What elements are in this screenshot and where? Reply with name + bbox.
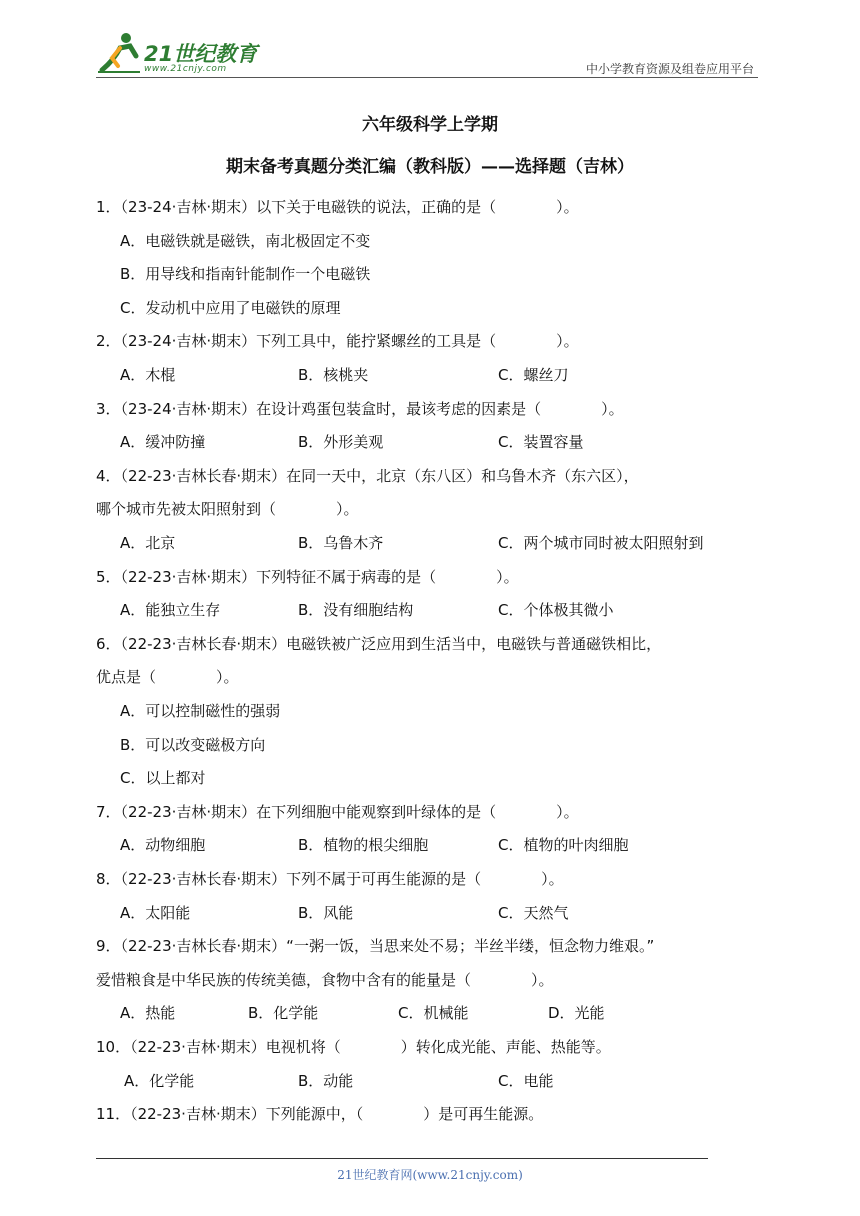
answer-option[interactable]: C．个体极其微小 [498, 601, 614, 620]
answer-option[interactable]: A．化学能 [124, 1071, 195, 1090]
answer-option[interactable]: A．北京 [120, 534, 176, 552]
answer-option[interactable]: A．热能 [120, 1004, 176, 1023]
site-logo[interactable] [96, 30, 276, 78]
answer-option[interactable]: B．外形美观 [298, 433, 384, 452]
page-subtitle: 期末备考真题分类汇编（教科版）——选择题（吉林） [226, 157, 634, 177]
question-stem: 2．（23-24·吉林·期末）下列工具中，能拧紧螺丝的工具是（ ）。 [96, 332, 579, 351]
answer-option[interactable]: C．螺丝刀 [498, 366, 569, 384]
answer-option[interactable]: C．天然气 [498, 903, 569, 922]
answer-option[interactable]: A．木棍 [120, 366, 176, 384]
platform-tagline: 中小学教育资源及组卷应用平台 [585, 62, 754, 76]
page-header [96, 30, 758, 80]
question-stem: 9．（22-23·吉林长春·期末）“一粥一饭，当思来处不易；半丝半缕，恒念物力维艰。” [96, 937, 655, 956]
question-stem: 哪个城市先被太阳照射到（ ）。 [96, 500, 359, 519]
answer-option[interactable]: C．两个城市同时被太阳照射到 [498, 534, 704, 552]
answer-option[interactable]: A．动物细胞 [120, 836, 206, 855]
answer-option[interactable]: A．缓冲防撞 [120, 433, 206, 452]
question-stem: 4．（22-23·吉林长春·期末）在同一天中，北京（东八区）和乌鲁木齐（东六区）， [96, 466, 639, 485]
answer-option[interactable]: B．核桃夹 [298, 366, 369, 384]
answer-option[interactable]: B．化学能 [248, 1004, 319, 1023]
question-stem: 优点是（ ）。 [96, 668, 239, 687]
answer-option[interactable]: C．机械能 [398, 1004, 469, 1023]
answer-option[interactable]: B．植物的根尖细胞 [298, 836, 429, 855]
answer-option[interactable]: B．风能 [298, 903, 354, 922]
question-stem: 爱惜粮食是中华民族的传统美德，食物中含有的能量是（ ）。 [96, 970, 554, 989]
footer-divider [96, 1158, 708, 1159]
answer-option[interactable]: C．发动机中应用了电磁铁的原理 [120, 298, 341, 317]
question-stem: 5．（22-23·吉林·期末）下列特征不属于病毒的是（ ）。 [96, 567, 519, 586]
question-stem: 10．（22-23·吉林·期末）电视机将（ ）转化成光能、声能、热能等。 [96, 1038, 611, 1056]
answer-option[interactable]: B．用导线和指南针能制作一个电磁铁 [120, 265, 371, 284]
runner-logo-icon [96, 30, 144, 74]
page-title: 六年级科学上学期 [362, 115, 498, 135]
logo-text: 21世纪教育 [144, 42, 258, 66]
answer-option[interactable]: C．电能 [498, 1071, 554, 1090]
answer-option[interactable]: B．乌鲁木齐 [298, 534, 384, 552]
answer-option[interactable]: B．动能 [298, 1071, 354, 1090]
answer-option[interactable]: A．电磁铁就是磁铁，南北极固定不变 [120, 231, 371, 250]
header-divider [96, 77, 758, 78]
answer-option[interactable]: A．太阳能 [120, 903, 191, 922]
question-stem: 11．（22-23·吉林·期末）下列能源中，（ ）是可再生能源。 [96, 1105, 544, 1124]
logo-url: www.21cnjy.com [144, 64, 227, 74]
answer-option[interactable]: A．能独立生存 [120, 601, 221, 620]
answer-option[interactable]: C．以上都对 [120, 769, 206, 788]
question-stem: 8．（22-23·吉林长春·期末）下列不属于可再生能源的是（ ）。 [96, 870, 564, 888]
question-stem: 1．（23-24·吉林·期末）以下关于电磁铁的说法，正确的是（ ）。 [96, 198, 579, 216]
answer-option[interactable]: C．植物的叶肉细胞 [498, 836, 629, 855]
question-stem: 7．（22-23·吉林·期末）在下列细胞中能观察到叶绿体的是（ ）。 [96, 802, 579, 821]
answer-option[interactable]: B．没有细胞结构 [298, 601, 414, 620]
footer-source[interactable]: 21世纪教育网(www.21cnjy.com) [337, 1168, 523, 1182]
question-stem: 6．（22-23·吉林长春·期末）电磁铁被广泛应用到生活当中，电磁铁与普通磁铁相比， [96, 634, 662, 653]
answer-option[interactable]: B．可以改变磁极方向 [120, 735, 266, 754]
answer-option[interactable]: C．装置容量 [498, 433, 584, 452]
answer-option[interactable]: A．可以控制磁性的强弱 [120, 702, 281, 720]
answer-option[interactable]: D．光能 [548, 1004, 605, 1023]
question-stem: 3．（23-24·吉林·期末）在设计鸡蛋包装盒时，最该考虑的因素是（ ）。 [96, 399, 624, 418]
